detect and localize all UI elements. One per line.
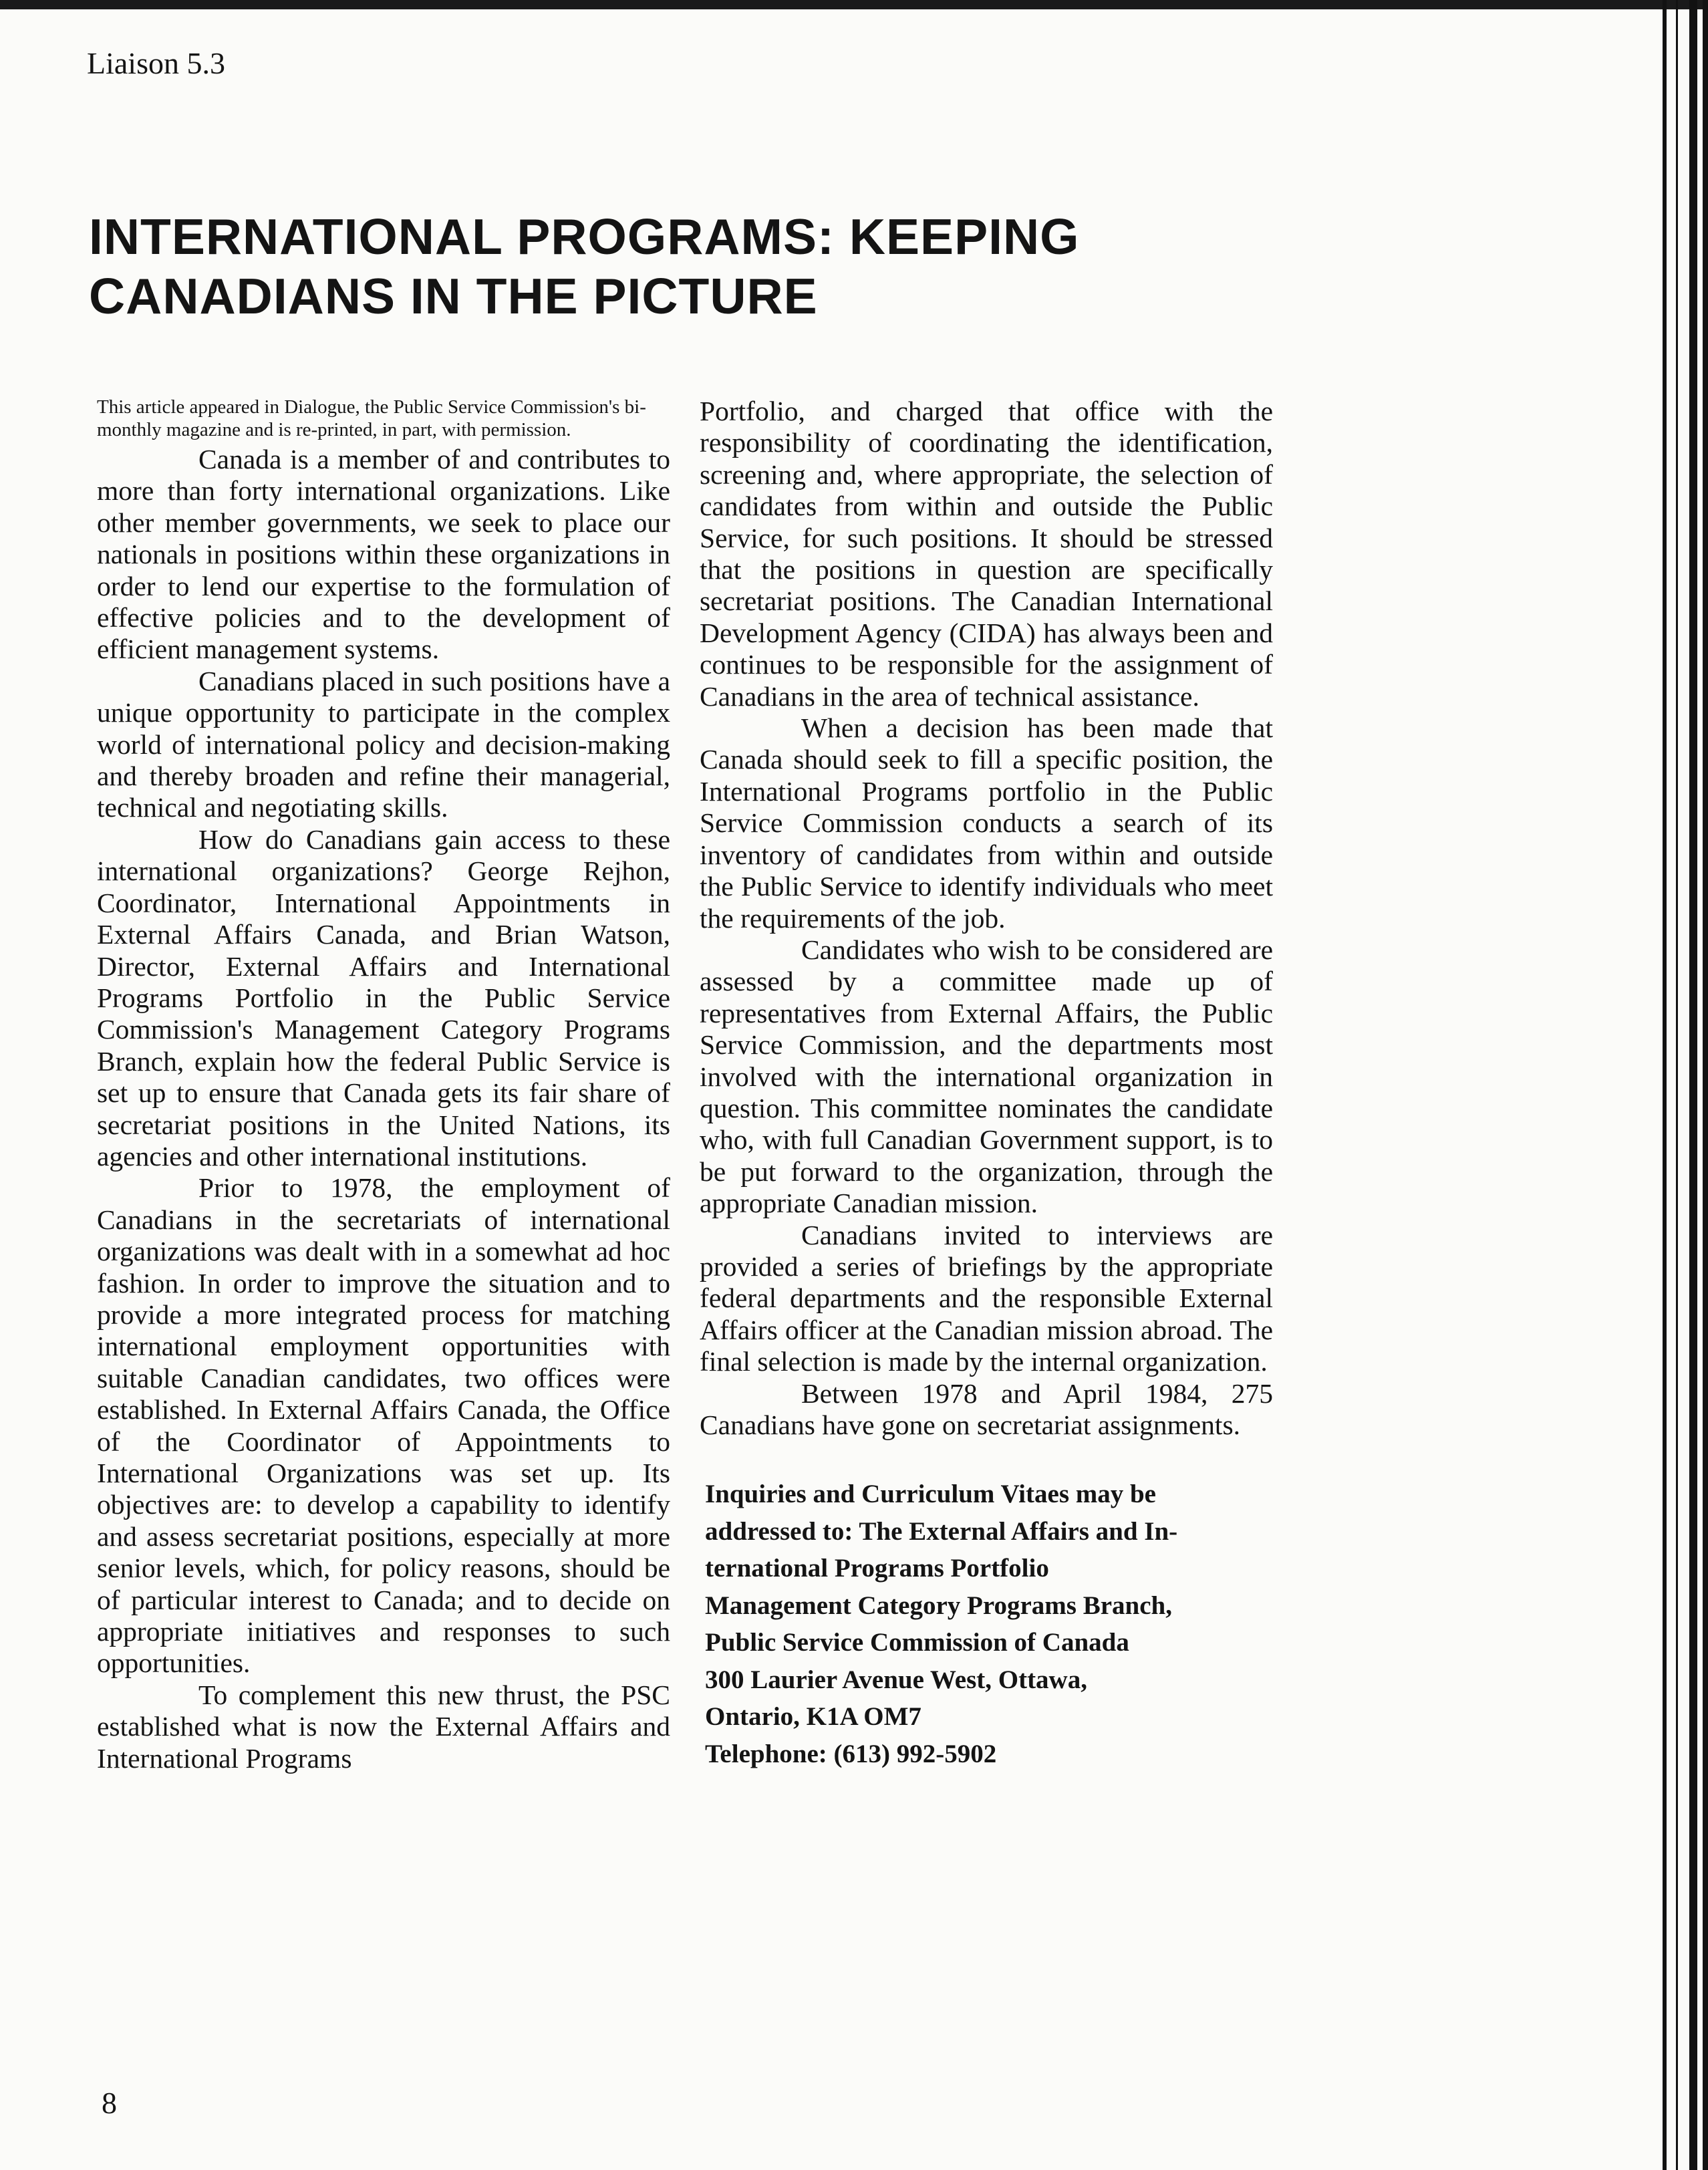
right-column (700, 396, 1273, 1772)
paragraph: To complement this new thrust, the PSC established what is now the External Affairs and International Programs (97, 1679, 670, 1774)
running-head: Liaison 5.3 (87, 46, 225, 80)
paragraph: When a decision has been made that Canada should seek to fill a specific position, the International Programs portfolio in the Public Service Commission conducts a search of its inventory of candidates from within and outside the Public Service to identify individuals who meet the requirements of the job. (700, 712, 1273, 934)
contact-line: Public Service Commission of Canada (705, 1628, 1129, 1657)
paragraph: How do Canadians gain access to these international organizations? George Rejhon, Coordinator, International Appointments in External Affairs Canada, and Brian Watson, Director, External Affairs and International Programs Portfolio in the Public Service Commission's Management Category Programs Branch, explain how the federal Public Service is set up to ensure that Canada gets its fair share of secretariat positions in the United Nations, its agencies and other international institutions. (97, 823, 670, 1172)
contact-line: Management Category Programs Branch, (705, 1591, 1172, 1620)
page-edge-shadow (1703, 0, 1708, 2170)
paragraph: Candidates who wish to be considered are assessed by a committee made up of representatives from External Affairs, the Public Service Commission, and the departments most involved with the international organization in question. This committee nominates the candidate who, with full Canadian Government support, is to be put forward to the organization, through the appropriate Canadian mission. (700, 934, 1273, 1219)
paragraph: Between 1978 and April 1984, 275 Canadians have gone on secretariat assignments. (700, 1377, 1273, 1440)
left-column (97, 396, 670, 1774)
page-edge-shadow (1689, 0, 1697, 2170)
contact-line: 300 Laurier Avenue West, Ottawa, (705, 1665, 1087, 1694)
article-headline: INTERNATIONAL PROGRAMS: KEEPING CANADIANS IN THE PICTURE (89, 209, 1080, 324)
contact-line: ternational Programs Portfolio (705, 1554, 1049, 1583)
contact-line: Telephone: (613) 992-5902 (705, 1739, 997, 1768)
top-border-rule (0, 0, 1708, 9)
paragraph: Canada is a member of and contributes to more than forty international organizations. Like other member governments, we seek to place our nationals in positions within these organizations in order to lend our expertise to the formulation of effective policies and to the development of efficient management systems. (97, 444, 670, 665)
inquiries-contact-block (705, 1476, 1273, 1772)
paragraph: Canadians invited to interviews are provided a series of briefings by the appropriate federal departments and the responsible External Affairs officer at the Canadian mission abroad. The final selection is made by the internal organization. (700, 1219, 1273, 1377)
contact-line: Ontario, K1A OM7 (705, 1702, 921, 1732)
reprint-note: This article appeared in Dialogue, the Public Service Commission's bi-monthly magazine and is re-printed, in part, with permission. (97, 396, 646, 440)
page-edge-shadow (1663, 0, 1667, 2170)
paragraph-continued: Portfolio, and charged that office with the responsibility of coordinating the identification, screening and, where appropriate, the selection of candidates from within and outside the Public Service, for such positions. It should be stressed that the positions in question are specifically secretariat positions. The Canadian International Development Agency (CIDA) has always been and continues to be responsible for the assignment of Canadians in the area of technical assistance. (700, 396, 1273, 712)
page-edge-shadow (1676, 0, 1678, 2170)
paragraph: Canadians placed in such positions have a unique opportunity to participate in the complex world of international policy and decision-making and thereby broaden and refine their managerial, technical and negotiating skills. (97, 665, 670, 823)
contact-line: Inquiries and Curriculum Vitaes may be (705, 1480, 1156, 1509)
page-number: 8 (102, 2086, 117, 2120)
contact-line: addressed to: The External Affairs and In- (705, 1516, 1178, 1546)
paragraph: Prior to 1978, the employment of Canadians in the secretariats of international organizations was dealt with in a somewhat ad hoc fashion. In order to improve the situation and to provide a more integrated process for matching international employment opportunities with suitable Canadian candidates, two offices were established. In External Affairs Canada, the Office of the Coordinator of Appointments to International Organizations was set up. Its objectives are: to develop a capability to identify and assess secretariat positions, especially at more senior levels, which, for policy reasons, should be of particular interest to Canada; and to decide on appropriate initiatives and responses to such opportunities. (97, 1172, 670, 1679)
